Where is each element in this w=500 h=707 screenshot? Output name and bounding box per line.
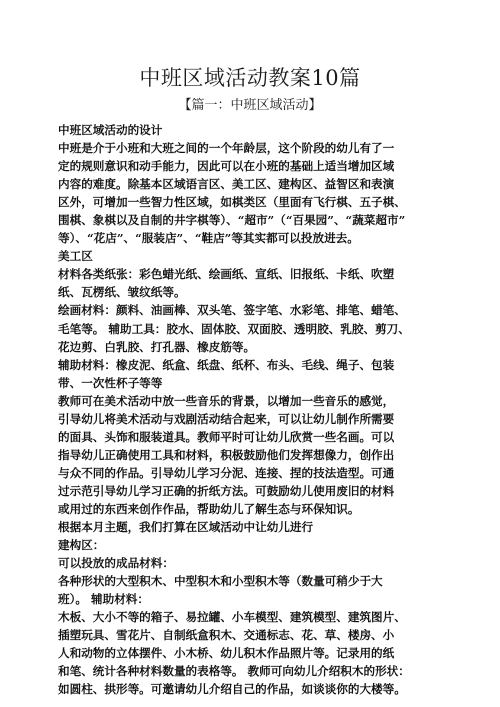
text-line: 建构区：	[58, 538, 105, 553]
text-line: 等）、“花店”、“服装店”、“鞋店”等其实都可以投放进去。	[58, 231, 359, 246]
text-line: 和笔、统计各种材料数量的表格等。 教师可向幼儿介绍积木的形状：	[58, 664, 410, 679]
text-line: 木板、大小不等的箱子、易拉罐、小车模型、建筑模型、建筑图片、	[58, 610, 406, 625]
text-line: 带、一次性杯子等等	[58, 375, 163, 390]
text-line: 插塑玩具、雪花片、自制纸盒积木、交通标志、花、草、楼房、小	[58, 628, 395, 643]
text-line: 中班区域活动的设计	[58, 123, 163, 137]
text-line: 班）。 辅助材料：	[58, 592, 149, 607]
text-line: 区外，可增加一些智力性区域，如棋类区（里面有飞行棋、五子棋、	[58, 195, 406, 210]
text-line: 的面具、头饰和服装道具。教师平时可让幼儿欣赏一些名画。可以	[58, 429, 395, 444]
text-line: 围棋、象棋以及自制的井字棋等）、“超市”（“百果园”、“蔬菜超市”	[58, 213, 406, 228]
text-line: 毛笔等。 辅助工具：胶水、固体胶、双面胶、透明胶、乳胶、剪刀、	[58, 321, 410, 336]
text-line: 纸、瓦楞纸、皱纹纸等。	[58, 285, 186, 300]
text-line: 教师可在美术活动中放一些音乐的背景，以增加一些音乐的感觉，	[58, 393, 395, 408]
text-line: 或用过的东西来创作作品，帮助幼儿了解生态与环保知识。	[58, 501, 360, 516]
text-line: 材料各类纸张：彩色蜡光纸、绘画纸、宣纸、旧报纸、卡纸、吹塑	[58, 267, 395, 282]
text-line: 各种形状的大型积木、中型积木和小型积木等（数量可稍少于大	[58, 574, 383, 589]
text-line: 可以投放的成品材料：	[58, 556, 174, 571]
text-line: 根据本月主题，我们打算在区域活动中让幼儿进行	[58, 520, 314, 535]
page-title: 中班区域活动教案10篇	[139, 66, 361, 90]
text-line: 辅助材料：橡皮泥、纸盒、纸盘、纸杯、布头、毛线、绳子、包装	[58, 357, 395, 372]
text-line: 定的规则意识和动手能力，因此可以在小班的基础上适当增加区域	[58, 159, 395, 174]
text-line: 引导幼儿将美术活动与戏剧活动结合起来，可以让幼儿制作所需要	[58, 411, 395, 426]
text-line: 绘画材料：颜料、油画棒、双头笔、签字笔、水彩笔、排笔、蜡笔、	[58, 303, 406, 318]
text-line: 美工区	[58, 249, 93, 264]
text-line: 如圆柱、拱形等。可邀请幼儿介绍自己的作品，如谈谈你的大楼等。	[58, 682, 406, 697]
text-line: 指导幼儿正确使用工具和材料，积极鼓励他们发挥想像力，创作出	[58, 447, 395, 462]
section-heading: 【篇一：中班区域活动】	[178, 98, 322, 113]
text-line: 内容的难度。除基本区域语言区、美工区、建构区、益智区和表演	[58, 177, 395, 192]
text-line: 中班是介于小班和大班之间的一个年龄层，这个阶段的幼儿有了一	[58, 141, 395, 156]
body-text	[58, 121, 450, 699]
text-line: 过示范引导幼儿学习正确的折纸方法。可鼓励幼儿使用废旧的材料	[58, 483, 395, 498]
text-line: 与众不同的作品。引导幼儿学习分泥、连接、捏的技法造型。可通	[58, 465, 395, 480]
text-line: 花边剪、白乳胶、打孔器、橡皮筋等。	[58, 339, 256, 354]
text-line: 人和动物的立体摆件、小木桥、幼儿积木作品照片等。记录用的纸	[58, 646, 395, 661]
